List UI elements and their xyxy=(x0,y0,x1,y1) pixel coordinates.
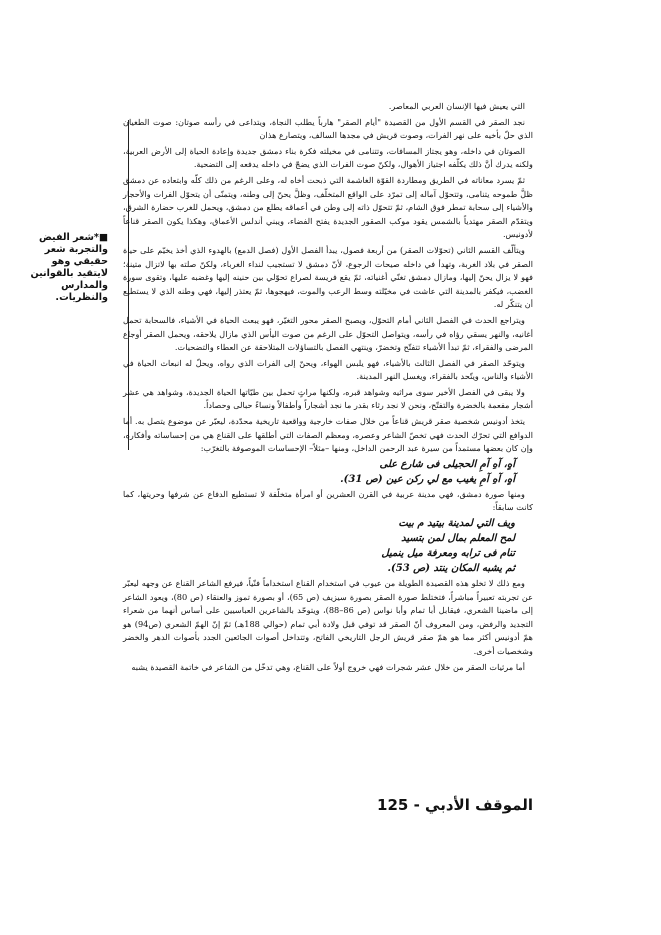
verse-line: آهٍ، آهِ آمِ الحجيلى فى شارع على xyxy=(379,458,515,470)
paragraph: ولا يبقى في الفصل الأخير سوى مراثيه وشواهد قبره، ولكنها مراثٍ تحمل بين طيّاتها الحياة الجديدة، وشواهد هي عشر أشجار مفعمة بالخضرة والتفتّح، ونحن لا نجد رثاء بقدر ما نجد أشجاراً وأطفالاً ونساءً حبالى وحصاداً. xyxy=(123,386,533,411)
verse-line: ويف التي لمدينة بيتيد م بيت xyxy=(398,518,515,530)
verse-line: لمح المعلم بمال لمن بتسيد xyxy=(401,533,515,545)
paragraph: أما مرثيات الصقر من خلال عشر شجرات فهي خروج أولاً على القناع، وهي تدخّل من الشاعر في خاتمة القصيدة يشبه xyxy=(131,661,525,672)
paragraph: ويتراجع الحدث في الفصل الثاني أمام التحوّل، ويصبح الصقر محور التغيّر، فهو يبعث الحياة في الأشياء، فالسحابة تحمل أغانيه، والنهر يسقي رؤاه في رأسه، ويتواصل التحوّل على الرغم من صوت اليأس الذي مازال يلاحقه، ويحمل الصقر أوجاع المرضى والفقراء، ثمّ تبدأ الأشياء تتفتّح وتخضرّ، وينتهي الفصل بالتساؤلات المتلاحقة عن العطاء والتضحيات. xyxy=(123,314,533,353)
paragraph: ويتألّف القسم الثاني (تحوّلات الصقر) من أربعة فصول، يبدأ الفصل الأول (فصل الدمع) بالهدوء الذي أخذ يخيّم على حياة الصقر في بلاد الغربة، وتهدأ في داخله صيحات الرجوع، لأنّ دمشق لا تستجيب لنداء الغرباء، ولكنّ صلته بها لاتزال متينة؛ فهو لا يزال يحنّ إليها، ومازال دمشق تغنّي أغنياته، ثمّ يقع فريسة لصراع تحوّلي بين حنينه إليها وغضبه عليها، وتقوى سورة الغضب، فيكفر بالمدينة التي عاشت في مخيّلته وسط الرعب والموت، فيهجوها، ثمّ يعتذر إليها، فهي وطنه الذي لا يستطيع أن يتنكّر له. xyxy=(123,244,533,310)
verse-line: تنام فى ترابه ومعرفة ميل ينميل xyxy=(381,548,515,560)
paragraph: الصوتان في داخله، وهو يجتاز المسافات، وتتنامى في مخيلته فكرة بناء دمشق جديدة وإعادة الحياة إلى الأرض العربية، ولكنه يدرك أنَّ ذلك يكلّفه اجتياز الأهوال، ولكنّ صوت الفرات الذي يضجّ في داخله يدفعه إلى التضحية. xyxy=(123,145,533,170)
paragraph: ويتوحّد الصقر في الفصل الثالث بالأشياء، فهو يلبس الهواء، ويحنّ إلى الفرات الذي رواه، ويحلّ له انبعاث الحياة في الأشياء والناس، ويتّحد بالفقراء، ويغسل النهر المدينة. xyxy=(123,357,533,382)
verse-line: آهٍ، آهِ آمِ يغيب مع لي ركن عين (ص 31). xyxy=(340,473,515,485)
article-body xyxy=(123,100,533,676)
paragraph: ثمّ يسرد معاناته في الطريق ومطاردة القوّة الغاشمة التي ذبحت أخاه له، وعلى الرغم من ذلك كلّه وابتعاده عن دمشق ظلَّ طموحه يتنامى، وتتحوّل آماله إلى تمرّد على الواقع المتخلّف، وظلَّ يحنّ إلى وطنه، ويتمنّى أن يتحوّل الفرات والأحجار والأشياء إلى سحابة تمطر فوق الشام، ثمّ تتحوّل ذاته إلى وطن في أعماقه يطلع من دمشق، ويحمل للغرب حضارة الشرق، ويتقدّم الصقر مهتدياً بالشمس يقود موكب الصقور الجديدة يفتح الفضاء، ويبني أندلس الأعماق، وهكذا يكون الصقر قناعاً لأدونيس. xyxy=(122,174,533,240)
paragraph: ومنها صورة دمشق، فهي مدينة عربية في القرن العشرين أو امرأة متخلّفة لا تستطيع الدفاع عن شرفها وحريتها، كما كانت سابقاً: xyxy=(123,488,533,513)
pull-quote: ■*شعر الفيض والتجربة شعر حقيقي وهو لايتقيد بالقوانين والمدارس والنظريات. xyxy=(30,232,108,303)
paragraph: نجد الصقر في القسم الأول من القصيدة "أيام الصقر" هارباً يطلب النجاة، ويتداعى في رأسه صوتان: صوت الطغيان الذي حلّ بأخيه على نهر الفرات، وصوت قريش في مجدها السالف، ويتصارع هذان xyxy=(123,116,533,141)
paragraph: التي يعيش فيها الإنسان العربي المعاصر. xyxy=(388,101,525,111)
paragraph: ومع ذلك لا تخلو هذه القصيدة الطويلة من عيوب في استخدام القناع استخداماً فنّياً، فيرفع الشاعر القناع عن وجهه ليعبّر عن تجربته تعبيراً مباشراً، فتختلط صورة الصقر بصورة سيزيف (ص 65)، أو بصورة تموز والعنقاء (ص 80)، ويعود الشاعر إلى ماضينا الشعري، فيقابل أبا تمام وأبا نواس (ص 86–88)، ويتوحّد بالشاعرين العباسيين على أساس أنهما من شعراء التجديد والرفض، ومن المعروف أنّ الصقر قد توفي قبل ولادة أبي تمام (حوالي 188هـ) ثمّ إنّ الهمّ الشعري (ص94) هو همّ أدونيس أكثر مما هو همّ صقر قريش الرجل التاريخي الفاتح، وتتداخل أصوات الجائعين الجدد بأصوات الدهر والخضر وشخصيات أخرى. xyxy=(123,578,533,656)
page-footer: الموقف الأدبي - 125 xyxy=(377,796,533,814)
paragraph: يتخذ أدونيس شخصية صقر قريش قناعاً من خلال صفات خارجية وواقعية تاريخية محدّدة، ليعبّر عن موضوع يتصل به. أما الدوافع التي تحرّك الحدث فهي تخصّ الشاعر وعصره، ومعظم الصفات التي أطلقها على القناع هي من إحساساته وأفكاره، وإن كان بعضها مستمداً من سيرة عبد الرحمن الداخل، ومنها –مثلاً– الإحساسات الموصوفة بالتغرّب: xyxy=(123,416,533,454)
verse-line: ثم يشبه المكان ينتد (ص 53). xyxy=(387,563,515,575)
